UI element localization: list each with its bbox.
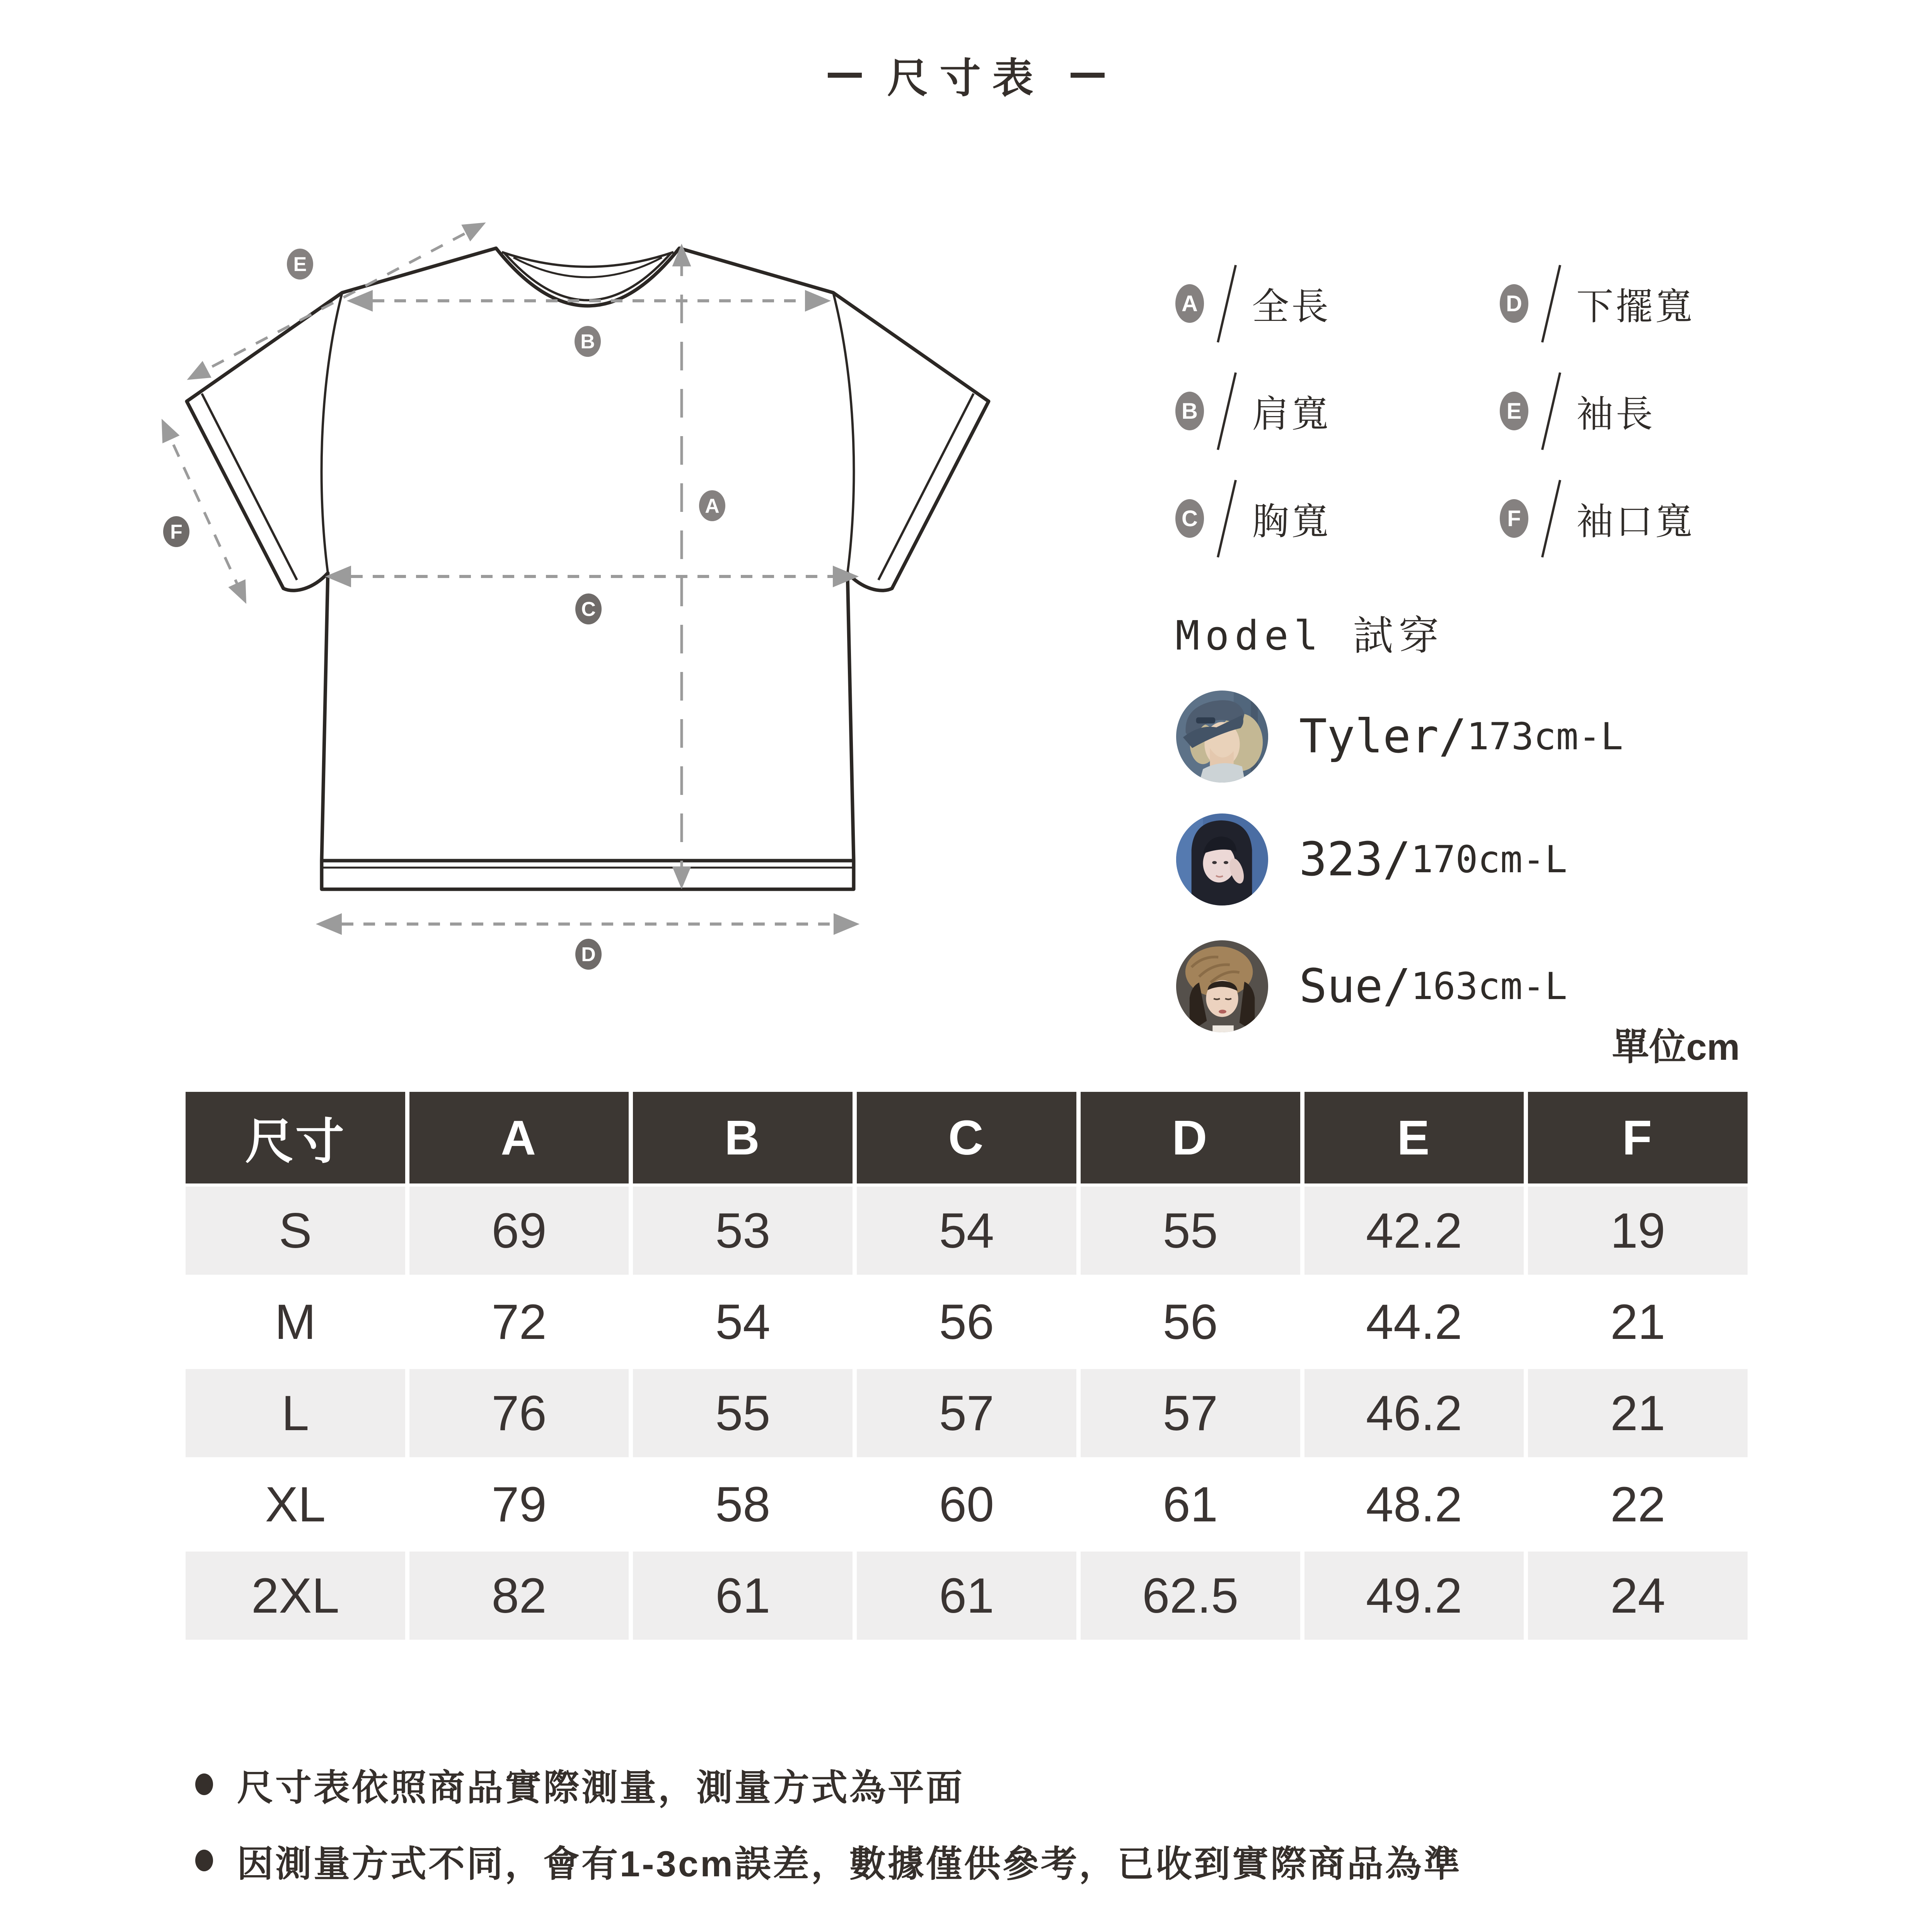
measure-badge-d	[575, 939, 602, 970]
legend-badge-b: B	[1175, 392, 1204, 430]
legend-badge-a: A	[1175, 284, 1204, 323]
note-text: 因測量方式不同，會有1-3cm誤差，數據僅供參考，已收到實際商品為準	[237, 1843, 1462, 1884]
measure-badge-e	[287, 249, 313, 280]
note-text: 尺寸表依照商品實際測量，測量方式為平面	[237, 1767, 965, 1808]
slash-divider	[1541, 264, 1561, 342]
table-cell: 48.2	[1304, 1460, 1524, 1548]
table-cell: 54	[857, 1187, 1076, 1275]
table-cell: L	[186, 1369, 405, 1457]
legend-label-c: 胸寬	[1252, 501, 1331, 542]
measure-badge-b	[575, 326, 601, 357]
model-name: Sue/	[1299, 959, 1411, 1013]
measurement-note-1	[195, 1757, 964, 1811]
legend-item-b	[1175, 370, 1331, 452]
model-spec: 163cm-L	[1410, 965, 1567, 1008]
legend-label-a: 全長	[1252, 286, 1331, 327]
table-cell: XL	[186, 1460, 405, 1548]
table-cell: 2XL	[186, 1552, 405, 1640]
model-avatar-tyler	[1176, 691, 1268, 783]
table-cell: 44.2	[1304, 1278, 1524, 1366]
model-spec: 170cm-L	[1410, 838, 1567, 881]
model-caption-tyler	[1299, 691, 1623, 783]
measure-badge-c	[575, 593, 602, 624]
slash-divider	[1217, 479, 1237, 557]
table-cell: 22	[1528, 1460, 1748, 1548]
page-title-text: 尺寸表	[887, 56, 1045, 101]
legend-item-e	[1500, 370, 1655, 452]
table-header-c: C	[857, 1092, 1076, 1183]
table-cell: 76	[409, 1369, 629, 1457]
table-cell: 21	[1528, 1278, 1748, 1366]
table-cell: 72	[409, 1278, 629, 1366]
legend-label-f: 袖口寬	[1576, 501, 1695, 542]
model-name: Tyler/	[1299, 709, 1467, 764]
legend-label-e: 袖長	[1576, 393, 1655, 435]
table-cell: 46.2	[1304, 1369, 1524, 1457]
table-header-a: A	[409, 1092, 629, 1183]
legend-badge-f: F	[1500, 499, 1528, 538]
title-dash-left	[828, 73, 862, 78]
table-header-d: D	[1081, 1092, 1300, 1183]
slash-divider	[1541, 372, 1561, 450]
slash-divider	[1541, 479, 1561, 557]
svg-text:A: A	[705, 495, 720, 517]
table-cell: 53	[633, 1187, 853, 1275]
svg-text:D: D	[581, 943, 596, 966]
model-avatar-323	[1176, 813, 1268, 905]
table-cell: 62.5	[1081, 1552, 1300, 1640]
table-cell: 58	[633, 1460, 853, 1548]
measurement-note-2	[195, 1833, 1462, 1888]
table-cell: 60	[857, 1460, 1076, 1548]
table-cell: 24	[1528, 1552, 1748, 1640]
table-cell: 56	[1081, 1278, 1300, 1366]
table-cell: 56	[857, 1278, 1076, 1366]
table-header-e: E	[1304, 1092, 1524, 1183]
measure-badge-a	[699, 490, 725, 521]
model-section-heading: Model 試穿	[1175, 612, 1444, 659]
table-cell: 55	[633, 1369, 853, 1457]
table-cell: 69	[409, 1187, 629, 1275]
model-caption-sue	[1299, 940, 1567, 1032]
table-cell: 82	[409, 1552, 629, 1640]
table-cell: 57	[1081, 1369, 1300, 1457]
measure-badge-f	[163, 516, 189, 547]
model-spec: 173cm-L	[1466, 715, 1623, 758]
table-cell: 21	[1528, 1369, 1748, 1457]
table-cell: 61	[633, 1552, 853, 1640]
unit-label: 單位cm	[1612, 1027, 1740, 1068]
size-table	[186, 1092, 1748, 1640]
bullet-icon	[195, 1773, 213, 1795]
table-cell: 61	[1081, 1460, 1300, 1548]
legend-item-f	[1500, 477, 1695, 559]
bullet-icon	[195, 1850, 213, 1871]
slash-divider	[1217, 372, 1237, 450]
tshirt-measurement-diagram	[155, 182, 1044, 1013]
title-dash-right	[1071, 73, 1105, 78]
table-header-size: 尺寸	[186, 1092, 405, 1183]
table-cell: 79	[409, 1460, 629, 1548]
page-title	[0, 46, 1932, 104]
table-cell: 19	[1528, 1187, 1748, 1275]
legend-item-c	[1175, 477, 1331, 559]
model-name: 323/	[1299, 832, 1411, 887]
svg-text:E: E	[293, 253, 307, 276]
svg-text:B: B	[580, 331, 595, 353]
legend-badge-e: E	[1500, 392, 1528, 430]
table-cell: 54	[633, 1278, 853, 1366]
table-cell: S	[186, 1187, 405, 1275]
table-cell: 55	[1081, 1187, 1300, 1275]
slash-divider	[1217, 264, 1237, 342]
table-cell: M	[186, 1278, 405, 1366]
svg-text:C: C	[581, 598, 596, 621]
table-cell: 57	[857, 1369, 1076, 1457]
legend-label-d: 下擺寬	[1576, 286, 1695, 327]
svg-text:F: F	[170, 521, 182, 543]
legend-item-a	[1175, 263, 1331, 344]
model-caption-323	[1299, 813, 1567, 905]
table-header-b: B	[633, 1092, 853, 1183]
table-cell: 49.2	[1304, 1552, 1524, 1640]
legend-badge-d: D	[1500, 284, 1528, 323]
legend-item-d	[1500, 263, 1695, 344]
table-cell: 42.2	[1304, 1187, 1524, 1275]
model-avatar-sue	[1176, 940, 1268, 1032]
table-cell: 61	[857, 1552, 1076, 1640]
legend-badge-c: C	[1175, 499, 1204, 538]
table-header-f: F	[1528, 1092, 1748, 1183]
legend-label-b: 肩寬	[1252, 393, 1331, 435]
